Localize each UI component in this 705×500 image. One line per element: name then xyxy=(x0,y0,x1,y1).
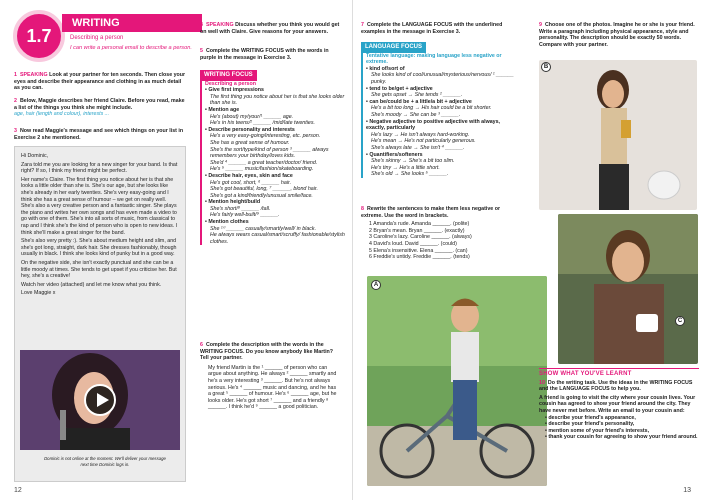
focus-line: He's a very easy-going/interesting, etc. person. xyxy=(210,133,321,140)
exercise-number: 10 xyxy=(539,379,545,386)
task-bullets xyxy=(539,415,699,441)
exercise-number: 9 xyxy=(539,22,542,28)
photo-label-b: B xyxy=(541,62,551,72)
focus-body xyxy=(361,53,519,178)
exercise-text: Complete the LANGUAGE FOCUS with the underlined examples in the message in Exercise 3. xyxy=(361,22,503,35)
exercise-items xyxy=(361,221,519,261)
focus-lines xyxy=(366,66,519,178)
email-paragraph: On the negative side, she isn't exactly punctual and she can be a little moody at times. She tends to get upset if you criticise her. But hey, she's a creative! xyxy=(21,259,177,280)
focus-line: • Mention height/build xyxy=(205,199,261,206)
focus-body xyxy=(200,81,345,246)
exercise-number: 4 xyxy=(200,22,203,28)
section-tab xyxy=(62,14,202,32)
unit-badge xyxy=(13,10,65,62)
task-bullet: • describe your friend's appearance, xyxy=(545,414,636,421)
man-with-coffee-photo xyxy=(558,214,698,364)
unit-number: 1.7 xyxy=(26,25,52,46)
exercise-item: 1 Amanda's rude. Amanda ______. (polite) xyxy=(369,221,470,228)
exercise-7 xyxy=(361,22,513,35)
focus-line: She'd ⁴ ______ a great teacher/doctor/ friend. xyxy=(210,159,318,166)
section-heading: SHOW WHAT YOU'VE LEARNT xyxy=(539,368,699,378)
focus-line: • Give first impressions xyxy=(205,87,264,94)
email-signoff: Love Maggie x xyxy=(21,290,56,297)
email-paragraph: Watch her video (attached) and let me know what you think. xyxy=(21,281,162,288)
focus-line: • Mention clothes xyxy=(205,219,249,226)
video-caption: Dominic is not online at the moment. We'll deliver your message next time Dominic logs in. xyxy=(44,456,166,467)
focus-line: He's tiny → He's a little short. xyxy=(371,164,440,171)
email-paragraph: Zara told me you are looking for a new singer for your band. Is that right? If so, I think my friend might be perfect. xyxy=(21,161,178,175)
focus-line: • Describe personality and interests xyxy=(205,126,295,133)
focus-line: He always wears casual/smart/scruffy/ fashionable/stylish clothes. xyxy=(210,232,345,245)
focus-subheading: Tentative language: making language less negative or extreme. xyxy=(366,52,502,66)
exercise-item: 6 Freddie's untidy. Freddie ______. (tends) xyxy=(369,254,470,261)
exercise-text: Discuss whether you think you would get on well with Claire. Give reasons for your answers. xyxy=(200,22,340,35)
focus-line: She's moody → She can be ³ ______. xyxy=(371,111,461,118)
exercise-text: Complete the WRITING FOCUS with the words in purple in the message in Exercise 3. xyxy=(200,48,329,61)
exercise-paragraph: My friend Martin is the ¹ ______ of person who can argue about anything. He always ² ______ smartly and he's a very interesting ³ ______. But he's not always serious. He's ⁴ ______ music and dancing, and he has a great ⁵ ______ of humour. He's ⁶ ______ age, but he looks older. He's got short ⁷ ______ and a friendly ⁸ ______. I think he'd ⁹ ______ a good politician. xyxy=(208,364,337,411)
exercise-text: Choose one of the photos. Imagine he or she is your friend. Write a paragraph including physical appearance, style and personality. The description should be exactly 50 words. Compare with your partner. xyxy=(539,22,695,48)
exercise-number: 6 xyxy=(200,342,203,348)
focus-line: He's in his teens/² ______ /mid/late twenties. xyxy=(210,120,315,127)
photo-label-c: C xyxy=(675,316,685,326)
video-thumbnail[interactable] xyxy=(20,350,180,450)
focus-subheading: Describing a person xyxy=(205,80,256,87)
page-number: 13 xyxy=(683,487,691,494)
exercise-2 xyxy=(14,98,186,118)
exercise-5 xyxy=(200,48,340,61)
focus-line: She gets upset → She tends ² ______. xyxy=(371,92,463,99)
focus-line: He's fairly well-built/⁹ ______. xyxy=(210,212,280,219)
exercise-label: SPEAKING xyxy=(205,22,234,28)
focus-line: She's old → She looks ⁵ ______. xyxy=(371,171,449,178)
exercise-number: 7 xyxy=(361,22,364,28)
focus-line: • tend to be/get + adjective xyxy=(366,85,433,92)
exercise-number: 8 xyxy=(361,206,364,212)
exercise-text: Do the writing task. Use the ideas in the WRITING FOCUS and the LANGUAGE FOCUS to help you. xyxy=(539,379,693,393)
focus-line: • kind of/sort of xyxy=(366,65,405,72)
exercise-4 xyxy=(200,22,340,35)
focus-line: He's lazy → He isn't always hard-working. xyxy=(371,131,470,138)
task-bullet: • thank your cousin for agreeing to show your friend around. xyxy=(545,434,698,441)
page-12 xyxy=(0,0,352,500)
exercise-9 xyxy=(539,22,699,48)
focus-line: • Describe hair, eyes, skin and face xyxy=(205,172,293,179)
exercise-example: age, hair (length and colour), interests ... xyxy=(14,111,110,118)
focus-line: She looks kind of cool/unusual/mysterious/nervous/ ¹ ______ punky. xyxy=(371,72,514,85)
exercise-8 xyxy=(361,206,519,261)
task-bullet: • describe your friend's personality, xyxy=(545,421,635,428)
exercise-text: Look at your partner for ten seconds. Then close your eyes and describe their appearance and clothing in as much detail as you can. xyxy=(14,72,186,92)
task-bullet: • mention some of your friend's interests, xyxy=(545,427,650,434)
exercise-3 xyxy=(14,128,186,141)
focus-line: She's always late → She isn't ⁴ ______. xyxy=(371,144,465,151)
play-icon[interactable] xyxy=(84,384,116,416)
focus-heading: LANGUAGE FOCUS xyxy=(361,42,426,53)
exercise-text: Rewrite the sentences to make them less negative or extreme. Use the word in brackets. xyxy=(361,206,501,219)
focus-line: She's short/⁸ ______ /tall. xyxy=(210,205,271,212)
email-greeting: Hi Dominic, xyxy=(21,153,49,159)
show-what-youve-learnt xyxy=(539,368,699,441)
writing-focus xyxy=(200,70,345,245)
focus-line: She's the sort/type/kind of person ³ ______ always remembers your birthday/loves kids. xyxy=(210,146,329,160)
section-title: WRITING xyxy=(72,17,120,29)
focus-line: • Negative adjective to positive adjective with always, exactly, particularly xyxy=(366,118,501,132)
exercise-item: 4 David's loud. David ______. (could) xyxy=(369,240,457,247)
exercise-number: 2 xyxy=(14,98,17,104)
photo-a xyxy=(367,276,547,486)
focus-line: She's got beautiful, long, ⁷ ______, blond hair. xyxy=(210,186,318,193)
focus-line: • Quantifiers/softeners xyxy=(366,151,423,158)
language-focus xyxy=(361,42,519,178)
focus-lines xyxy=(205,87,345,245)
exercise-label: SPEAKING xyxy=(19,72,48,78)
learning-goal: I can write a personal email to describe a person. xyxy=(70,45,192,51)
focus-heading: WRITING FOCUS xyxy=(200,70,257,81)
exercise-number: 5 xyxy=(200,48,203,54)
focus-line: He's mean → He's not particularly generous. xyxy=(371,138,476,145)
boy-with-bike-photo xyxy=(367,276,547,486)
exercise-item: 3 Caroline's lazy. Caroline ______. (always) xyxy=(369,234,472,241)
exercise-text: Now read Maggie's message and see which things on your list in Exercise 2 she mentioned. xyxy=(14,128,184,141)
girl-with-dog-photo xyxy=(539,60,697,210)
focus-line: He's ⁵ ______ music/fashion/skateboarding. xyxy=(210,166,314,173)
page-13 xyxy=(352,0,705,500)
exercise-6 xyxy=(200,342,340,411)
exercise-item: 2 Bryan's mean. Bryan ______. (exactly) xyxy=(369,227,465,234)
focus-line: • can be/could be + a little/a bit + adjective xyxy=(366,98,472,105)
email-paragraph: She's also very pretty :). She's about medium height and slim, and she's got long, straight, dark hair. She dresses fashionably, though usually in black. I think she looks kind of punky but in a good way. xyxy=(21,238,177,258)
writing-task: A friend is going to visit the city where your cousin lives. Your cousin has agreed to show your friend around the city. They have never met before. Write an email to your cousin and: xyxy=(539,394,696,414)
exercise-1 xyxy=(14,72,186,92)
focus-line: She's skinny → She's a bit too slim. xyxy=(371,158,455,165)
focus-line: He's got cool, short, ⁶ ______ hair. xyxy=(210,179,292,186)
exercise-item: 5 Elena's insensitive. Elena ______. (can) xyxy=(369,247,468,254)
exercise-number: 3 xyxy=(14,128,17,134)
email-paragraph: Her name's Claire. The first thing you notice about her is that she looks a little older than she is. She's our age, but she looks like she's already in her early twenties. She's very easy-going and I think she has a great sense of humour – we get on really well. She's also a very creative person and a fantastic singer. She plays the piano and writes her own songs and has even made a video to go with one of them. She's into all sorts of music, from classical to rap and I think she's the kind of person who is open to new ideas. I think she'll make a great singer for the band. xyxy=(21,176,178,236)
photo-c xyxy=(558,214,698,364)
page-number: 12 xyxy=(14,487,22,494)
section-subtitle: Describing a person xyxy=(70,35,124,41)
focus-line: She's got a kind/friendly/unusual smile/face. xyxy=(210,192,313,199)
exercise-text: Below, Maggie describes her friend Claire. Before you read, make a list of the things you think she might include. xyxy=(14,98,185,111)
exercise-text: Complete the description with the words in the WRITING FOCUS. Do you know anybody like Martin? Tell your partner. xyxy=(200,342,334,362)
focus-line: He's a bit too long → His hair could be a bit shorter. xyxy=(371,105,492,112)
focus-line: She ¹⁰ ______ casually/smartly/well/ in black. xyxy=(210,225,317,232)
focus-line: He's (about) my/your/¹ ______ age. xyxy=(210,113,294,120)
photo-b xyxy=(539,60,697,210)
focus-line: • Mention age xyxy=(205,106,240,113)
focus-line: She has a great sense of humour. xyxy=(210,139,290,146)
exercise-number: 1 xyxy=(14,72,17,78)
focus-line: The first thing you notice about her is that she looks older than she is. xyxy=(210,93,345,107)
photo-label-a: A xyxy=(371,280,381,290)
